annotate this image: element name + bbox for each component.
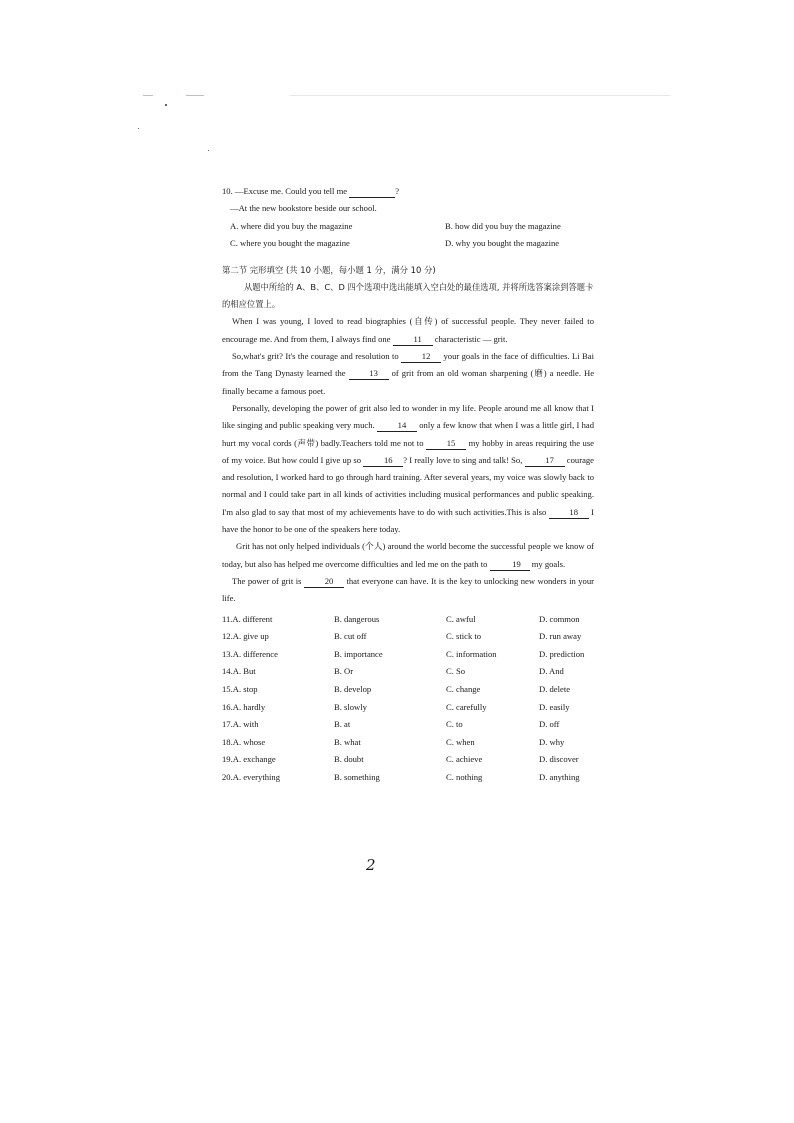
answer-17-c: C. to [446,719,463,730]
page-number: 2 [366,856,376,874]
answer-blank [349,186,395,198]
answer-options-table [222,611,594,787]
option-a: A. where did you buy the magazine [230,220,353,231]
answer-11-b: B. dangerous [334,613,380,624]
section-instruction: 从题中所给的 A、B、C、D 四个选项中选出能填入空白处的最佳选项, 并将所选答案涂到答题卡的相应位置上。 [222,282,594,310]
blank-19: 19 [490,559,530,571]
answer-20-c: C. nothing [446,771,483,782]
scan-speck [138,128,139,129]
answer-16-d: D. easily [539,701,570,712]
passage-paragraph-2: So,what's grit? It's the courage and resolution to 12 your goals in the face of difficulties. Li Bai from the Tang Dynasty learned the 13 of grit from an old woman sharpening (磨) a needle. He finally became a famous poet. [222,351,595,396]
answer-20-d: D. anything [539,771,580,782]
exam-page [222,183,594,786]
answer-12-a: 12.A. give up [222,631,269,642]
passage-paragraph-4: Grit has not only helped individuals (个人) around the world become the successful people we know of today, but also has helped me overcome difficulties and led me on the path to 19 my goals. [222,541,594,569]
passage-paragraph-3: Personally, developing the power of grit also led to wonder in my life. People around me all know that I like singing and public speaking very much. 14 only a few know that when I was a little girl, I had hurt my vocal cords (声带) badly.Teachers told me not to 15 my hobby in areas requiring the use of my voice. But how could I give up so 16 ? I really love to sing and talk! So, 17 courage and resolution, I worked hard to go through hard training. After several years, my voice was slowly back to normal and I could take part in all kinds of activities including musical performances and public speaking. I'm also glad to say that most of my achievements have to do with such activities.This is also 18 I have the honor to be one of the speakers here today. [222,402,595,535]
passage-paragraph-5: The power of grit is 20 that everyone can have. It is the key to unlocking new wonders in your life. [222,575,594,604]
answer-18-c: C. when [446,736,475,747]
answer-19-b: B. doubt [334,754,364,765]
question-10-stem: 10. —Excuse me. Could you tell me ? [222,186,400,196]
scan-speck [165,104,167,106]
blank-12: 12 [401,351,441,363]
answer-11-d: D. common [539,613,580,624]
answer-12-b: B. cut off [334,631,367,642]
answer-12-c: C. stick to [446,631,482,642]
answer-19-c: C. achieve [446,754,483,765]
blank-13: 13 [349,368,389,380]
blank-16: 16 [363,455,403,467]
blank-20: 20 [304,576,344,588]
answer-18-b: B. what [334,736,361,747]
answer-16-c: C. carefully [446,701,487,712]
answer-11-a: 11.A. different [222,613,273,624]
answer-19-d: D. discover [539,754,579,765]
question-10-options [222,218,594,253]
blank-15: 15 [426,438,466,450]
option-c: C. where you bought the magazine [230,237,350,248]
question-10-reply: —At the new bookstore beside our school. [230,203,377,214]
answer-17-d: D. off [539,719,560,730]
answer-14-b: B. Or [334,666,354,677]
scan-edge-mark [143,95,153,96]
scan-speck [208,150,209,151]
answer-12-d: D. run away [539,631,582,642]
answer-17-b: B. at [334,719,351,730]
answer-15-d: D. delete [539,683,571,694]
blank-11: 11 [393,334,433,346]
section-title: 第二节 完形填空 (共 10 小题，每小题 1 分，满分 10 分) [222,265,436,276]
answer-14-a: 14.A. But [222,666,256,677]
answer-13-b: B. importance [334,648,383,659]
blank-17: 17 [525,455,565,467]
blank-18: 18 [549,507,589,519]
answer-17-a: 17.A. with [222,719,259,730]
scan-edge-line [290,95,670,96]
option-d: D. why you bought the magazine [445,237,560,248]
answer-19-a: 19.A. exchange [222,754,276,765]
blank-14: 14 [377,420,417,432]
answer-15-a: 15.A. stop [222,683,258,694]
passage-paragraph-1: When I was young, I loved to read biographies (自传) of successful people. They never failed to encourage me. And from them, I always find one 11 characteristic — grit. [222,316,594,344]
answer-18-a: 18.A. whose [222,736,266,747]
answer-20-a: 20.A. everything [222,771,280,782]
answer-18-d: D. why [539,736,565,747]
answer-13-a: 13.A. difference [222,648,278,659]
answer-13-d: D. prediction [539,648,585,659]
answer-13-c: C. information [446,648,497,659]
answer-14-c: C. So [446,666,466,677]
answer-20-b: B. something [334,771,380,782]
answer-15-b: B. develop [334,683,372,694]
answer-16-b: B. slowly [334,701,367,712]
answer-16-a: 16.A. hardly [222,701,266,712]
answer-15-c: C. change [446,683,481,694]
answer-11-c: C. awful [446,613,476,624]
option-b: B. how did you buy the magazine [445,220,561,231]
scan-edge-mark [186,95,204,96]
answer-14-d: D. And [539,666,564,677]
